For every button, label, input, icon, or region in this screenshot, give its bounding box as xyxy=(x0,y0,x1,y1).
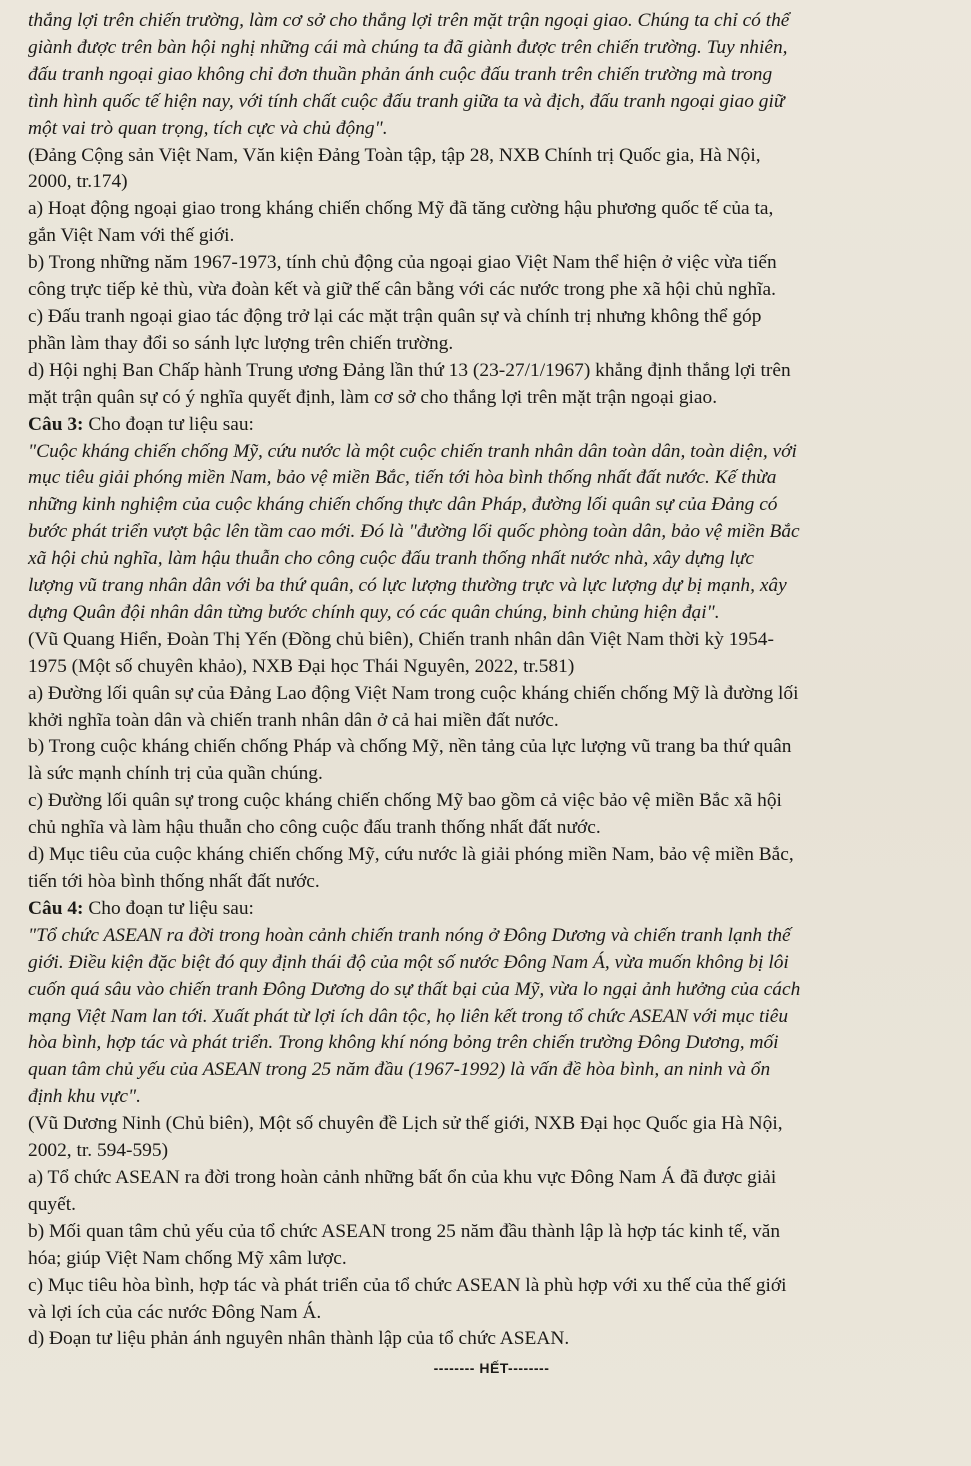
text-line: "Tổ chức ASEAN ra đời trong hoàn cảnh chiến tranh nóng ở Đông Dương và chiến tranh lạnh thế xyxy=(28,924,791,946)
text-line: gắn Việt Nam với thế giới. xyxy=(28,225,235,247)
text-line: khởi nghĩa toàn dân và chiến tranh nhân dân ở cả hai miền đất nước. xyxy=(28,709,559,731)
text-line: c) Mục tiêu hòa bình, hợp tác và phát triển của tổ chức ASEAN là phù hợp với xu thế của thế giới xyxy=(28,1274,787,1296)
text-line: chủ nghĩa và làm hậu thuẫn cho công cuộc đấu tranh thống nhất đất nước. xyxy=(28,817,601,839)
text-line: a) Đường lối quân sự của Đảng Lao động Việt Nam trong cuộc kháng chiến chống Mỹ là đường lối xyxy=(28,682,799,704)
text-line: b) Mối quan tâm chủ yếu của tổ chức ASEAN trong 25 năm đầu thành lập là hợp tác kinh tế, văn xyxy=(28,1220,781,1242)
text-line: b) Trong cuộc kháng chiến chống Pháp và chống Mỹ, nền tảng của lực lượng vũ trang ba thứ quân xyxy=(28,736,792,758)
text-line: phần làm thay đổi so sánh lực lượng trên chiến trường. xyxy=(28,332,454,354)
text-line: c) Đấu tranh ngoại giao tác động trở lại các mặt trận quân sự và chính trị nhưng không thể góp xyxy=(28,305,762,327)
text-line: 2002, tr. 594-595) xyxy=(28,1140,169,1162)
text-line: (Đảng Cộng sản Việt Nam, Văn kiện Đảng Toàn tập, tập 28, NXB Chính trị Quốc gia, Hà Nội, xyxy=(28,144,761,166)
question-heading: Câu 4: Cho đoạn tư liệu sau: xyxy=(28,897,254,919)
end-marker: -------- HẾT-------- xyxy=(433,1360,550,1377)
text-line: "Cuộc kháng chiến chống Mỹ, cứu nước là một cuộc chiến tranh nhân dân toàn dân, toàn diện, với xyxy=(28,440,797,462)
text-line: lượng vũ trang nhân dân với ba thứ quân, có lực lượng thường trực và lực lượng dự bị mạnh, xây xyxy=(28,575,787,597)
text-line: dựng Quân đội nhân dân từng bước chính quy, có các quân chúng, binh chủng hiện đại". xyxy=(28,601,720,623)
text-line: một vai trò quan trọng, tích cực và chủ động". xyxy=(28,117,388,139)
text-line: quan tâm chủ yếu của ASEAN trong 25 năm đầu (1967-1992) là vấn đề hòa bình, an ninh và ổn xyxy=(28,1059,771,1081)
text-line: d) Hội nghị Ban Chấp hành Trung ương Đảng lần thứ 13 (23-27/1/1967) khẳng định thắng lợi trên xyxy=(28,359,791,381)
text-line: và lợi ích của các nước Đông Nam Á. xyxy=(28,1301,322,1323)
text-line: tiến tới hòa bình thống nhất đất nước. xyxy=(28,871,320,892)
text-line: mặt trận quân sự có ý nghĩa quyết định, làm cơ sở cho thắng lợi trên mặt trận ngoại giao. xyxy=(28,386,718,408)
text-line: bước phát triển vượt bậc lên tầm cao mới. Đó là "đường lối quốc phòng toàn dân, bảo vệ miền Bắc xyxy=(28,521,800,543)
text-line: 2000, tr.174) xyxy=(28,171,128,193)
text-line: (Vũ Quang Hiển, Đoàn Thị Yến (Đồng chủ biên), Chiến tranh nhân dân Việt Nam thời kỳ 1954- xyxy=(28,628,774,650)
question-heading: Câu 3: Cho đoạn tư liệu sau: xyxy=(28,413,254,435)
text-line: hòa bình, hợp tác và phát triển. Trong không khí nóng bỏng trên chiến trường Đông Dương, mối xyxy=(28,1032,779,1054)
text-line: tình hình quốc tế hiện nay, với tính chất cuộc đấu tranh giữa ta và địch, đấu tranh ngoại giao giữ xyxy=(28,90,785,112)
text-line: b) Trong những năm 1967-1973, tính chủ động của ngoại giao Việt Nam thể hiện ở việc vừa tiến xyxy=(28,252,777,274)
text-line: mục tiêu giải phóng miền Nam, bảo vệ miền Bắc, tiến tới hòa bình thống nhất đất nước. Kế thừa xyxy=(28,467,777,489)
text-line: (Vũ Dương Ninh (Chủ biên), Một số chuyên đề Lịch sử thế giới, NXB Đại học Quốc gia Hà Nội, xyxy=(28,1113,783,1135)
text-line: a) Hoạt động ngoại giao trong kháng chiến chống Mỹ đã tăng cường hậu phương quốc tế của ta, xyxy=(28,198,774,220)
text-line: định khu vực". xyxy=(28,1086,141,1108)
text-line: hóa; giúp Việt Nam chống Mỹ xâm lược. xyxy=(28,1247,347,1269)
text-line: a) Tổ chức ASEAN ra đời trong hoàn cảnh những bất ổn của khu vực Đông Nam Á đã được giải xyxy=(28,1166,777,1188)
text-line: thắng lợi trên chiến trường, làm cơ sở cho thắng lợi trên mặt trận ngoại giao. Chúng ta chỉ có thể xyxy=(28,10,790,31)
text-line: giới. Điều kiện đặc biệt đó quy định thái độ của một số nước Đông Nam Á, vừa muốn không bị lôi xyxy=(28,951,789,973)
text-line: 1975 (Một số chuyên khảo), NXB Đại học Thái Nguyên, 2022, tr.581) xyxy=(28,655,575,677)
text-line: giành được trên bàn hội nghị những cái mà chúng ta đã giành được trên chiến trường. Tuy nhiên, xyxy=(28,36,788,58)
text-line: những kinh nghiệm của cuộc kháng chiến chống thực dân Pháp, đường lối quân sự của Đảng có xyxy=(28,494,778,516)
text-line: quyết. xyxy=(28,1193,76,1215)
document-body xyxy=(26,8,957,1353)
text-line: d) Mục tiêu của cuộc kháng chiến chống Mỹ, cứu nước là giải phóng miền Nam, bảo vệ miền Bắc, xyxy=(28,844,794,866)
text-line: mạng Việt Nam lan tới. Xuất phát từ lợi ích dân tộc, họ liên kết trong tổ chức ASEAN với mục tiêu xyxy=(28,1005,789,1027)
text-line: d) Đoạn tư liệu phản ánh nguyên nhân thành lập của tổ chức ASEAN. xyxy=(28,1328,570,1350)
text-line: xã hội chủ nghĩa, làm hậu thuẫn cho công cuộc đấu tranh thống nhất nước nhà, xây dựng lực xyxy=(28,548,755,570)
text-line: là sức mạnh chính trị của quần chúng. xyxy=(28,763,323,785)
text-line: đấu tranh ngoại giao không chỉ đơn thuần phản ánh cuộc đấu tranh trên chiến trường mà trong xyxy=(28,63,773,85)
text-line: cuốn quá sâu vào chiến tranh Đông Dương do sự thất bại của Mỹ, vừa lo ngại ảnh hưởng của cách xyxy=(28,978,801,1000)
text-line: c) Đường lối quân sự trong cuộc kháng chiến chống Mỹ bao gồm cả việc bảo vệ miền Bắc xã hội xyxy=(28,790,782,812)
text-line: công trực tiếp kẻ thù, vừa đoàn kết và giữ thế cân bằng với các nước trong phe xã hội chủ nghĩa. xyxy=(28,279,776,301)
